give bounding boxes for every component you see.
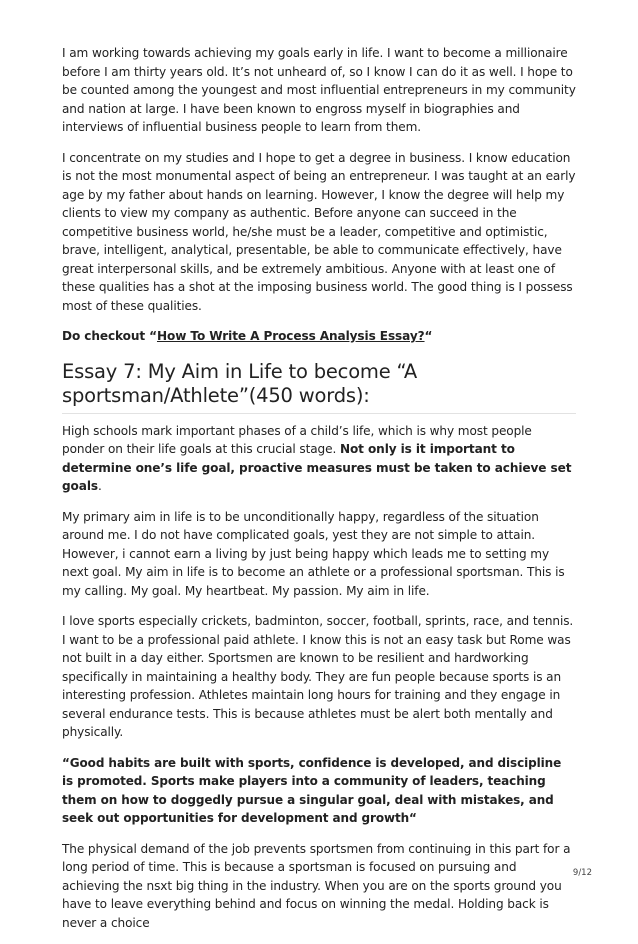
paragraph-aim: My primary aim in life is to be unconditionally happy, regardless of the situation around me. I do not have complicated goals, yest they are not simple to attain. However, i cannot earn a living by just being happy which leads me to setting my next goal. My aim in life is to become an athlete or a professional sportsman. This is my calling. My goal. My heartbeat. My passion. My aim in life. [62, 509, 565, 598]
essay-7-heading: Essay 7: My Aim in Life to become “A sportsman/Athlete”(450 words): [62, 360, 576, 414]
checkout-prefix: Do checkout “ [62, 329, 157, 343]
paragraph-physical-demand: The physical demand of the job prevents sportsmen from continuing in this part for a long period of time. This is because a sportsman is focused on pursuing and achieving the nsxt big thing in the industry. When you are on the sports ground you have to leave everything behind and focus on winning the medal. Holding back is never a choice [62, 841, 571, 930]
paragraph-studies: I concentrate on my studies and I hope to get a degree in business. I know education is not the most monumental aspect of being an entrepreneur. I was taught at an early age by my father about hands on learning. However, I know the degree will help my clients to view my company as authentic. Before anyone can succeed in the competitive business world, he/she must be a leader, competitive and optimistic, brave, intelligent, analytical, presentable, be able to communicate effectively, have great interpersonal skills, and be extremely ambitious. Anyone with at least one of these qualities has a shot at the imposing business world. The good thing is I possess most of these qualities. [62, 150, 576, 313]
intro-text: High schools mark important phases of a child’s life, which is why most people ponder on their life goals at this crucial stage. [62, 423, 532, 456]
article-body [62, 44, 576, 944]
page-number: 9/12 [572, 868, 592, 878]
intro-bold: Not only is it important to determine one’s life goal, proactive measures must be taken to achieve set goals [62, 442, 572, 493]
intro-end: . [97, 479, 102, 493]
paragraph-goals: I am working towards achieving my goals early in life. I want to become a millionaire before I am thirty years old. It’s not unheard of, so I know I can do it as well. I hope to be counted among the youngest and most influential entrepreneurs in my community and nation at large. I have been known to engross myself in biographies and interviews of influential business people to learn from them. [62, 46, 576, 134]
checkout-suffix: “ [424, 329, 433, 343]
paragraph-sports: I love sports especially crickets, badminton, soccer, football, sprints, race, and tennis. I want to be a professional paid athlete. I know this is not an easy task but Rome was not built in a day either. Sportsmen are known to be resilient and hardworking specifically in maintaining a healthy body. They are fun people because sports is an interesting profession. Athletes maintain long hours for training and they engage in several endurance tests. This is because athletes must be alert both mentally and physically. [62, 614, 574, 739]
checkout-line [62, 327, 576, 346]
process-analysis-essay-link[interactable]: How To Write A Process Analysis Essay? [156, 329, 425, 343]
quote-paragraph: “Good habits are built with sports, confidence is developed, and discipline is promoted. Sports make players into a community of leaders, teaching them on how to doggedly pursue a singular goal, deal with mistakes, and seek out opportunities for development and growth“ [62, 755, 562, 825]
paragraph-intro [62, 422, 576, 496]
